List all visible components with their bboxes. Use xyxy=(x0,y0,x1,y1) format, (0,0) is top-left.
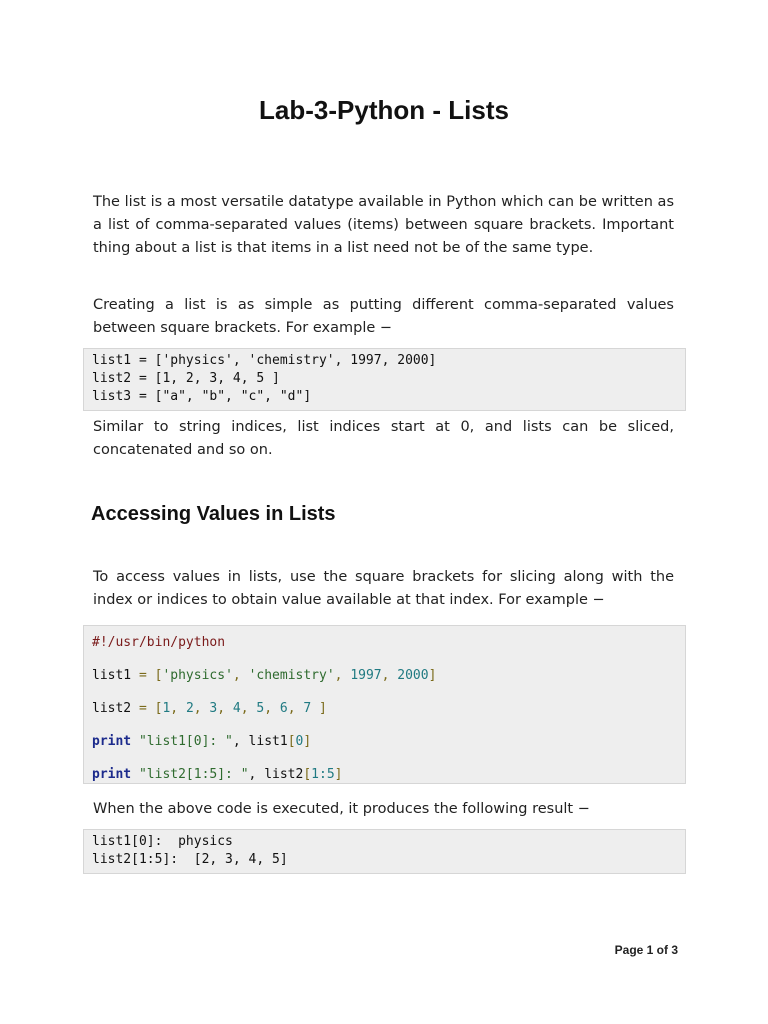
indices-paragraph: Similar to string indices, list indices start at 0, and lists can be sliced, concatenated and so on. xyxy=(93,419,674,458)
code-line: list3 = ["a", "b", "c", "d"] xyxy=(92,389,312,404)
creating-list-paragraph: Creating a list is as simple as putting different comma-separated values between square brackets. For example − xyxy=(93,297,674,336)
output-line: list2[1:5]: [2, 3, 4, 5] xyxy=(92,852,288,867)
code-line-print2: print "list2[1:5]: ", list2[1:5] xyxy=(92,767,343,782)
intro-paragraph: The list is a most versatile datatype available in Python which can be written as a list of comma-separated values (items) between square brackets. Important thing about a list is that items in a list need not be of the same type. xyxy=(93,194,674,256)
code-line: list2 = [1, 2, 3, 4, 5 ] xyxy=(92,371,280,386)
code-line: list1 = ['physics', 'chemistry', 1997, 2000] xyxy=(92,353,437,368)
section-heading: Accessing Values in Lists xyxy=(91,503,336,525)
access-paragraph: To access values in lists, use the square brackets for slicing along with the index or indices to obtain value available at that index. For example − xyxy=(93,569,674,608)
code-block-access-example xyxy=(83,625,686,784)
page-number-footer: Page 1 of 3 xyxy=(614,943,678,957)
output-line: list1[0]: physics xyxy=(92,834,233,849)
code-line-list2: list2 = [1, 2, 3, 4, 5, 6, 7 ] xyxy=(92,701,327,716)
code-shebang: #!/usr/bin/python xyxy=(92,635,226,650)
page-title: Lab-3-Python - Lists xyxy=(259,95,509,125)
code-line-print1: print "list1[0]: ", list1[0] xyxy=(92,734,312,749)
result-intro-paragraph: When the above code is executed, it produces the following result − xyxy=(93,801,590,817)
code-line-list1: list1 = ['physics', 'chemistry', 1997, 2000] xyxy=(92,668,437,683)
code-block-list-definitions xyxy=(83,348,686,411)
code-block-output xyxy=(83,829,686,874)
